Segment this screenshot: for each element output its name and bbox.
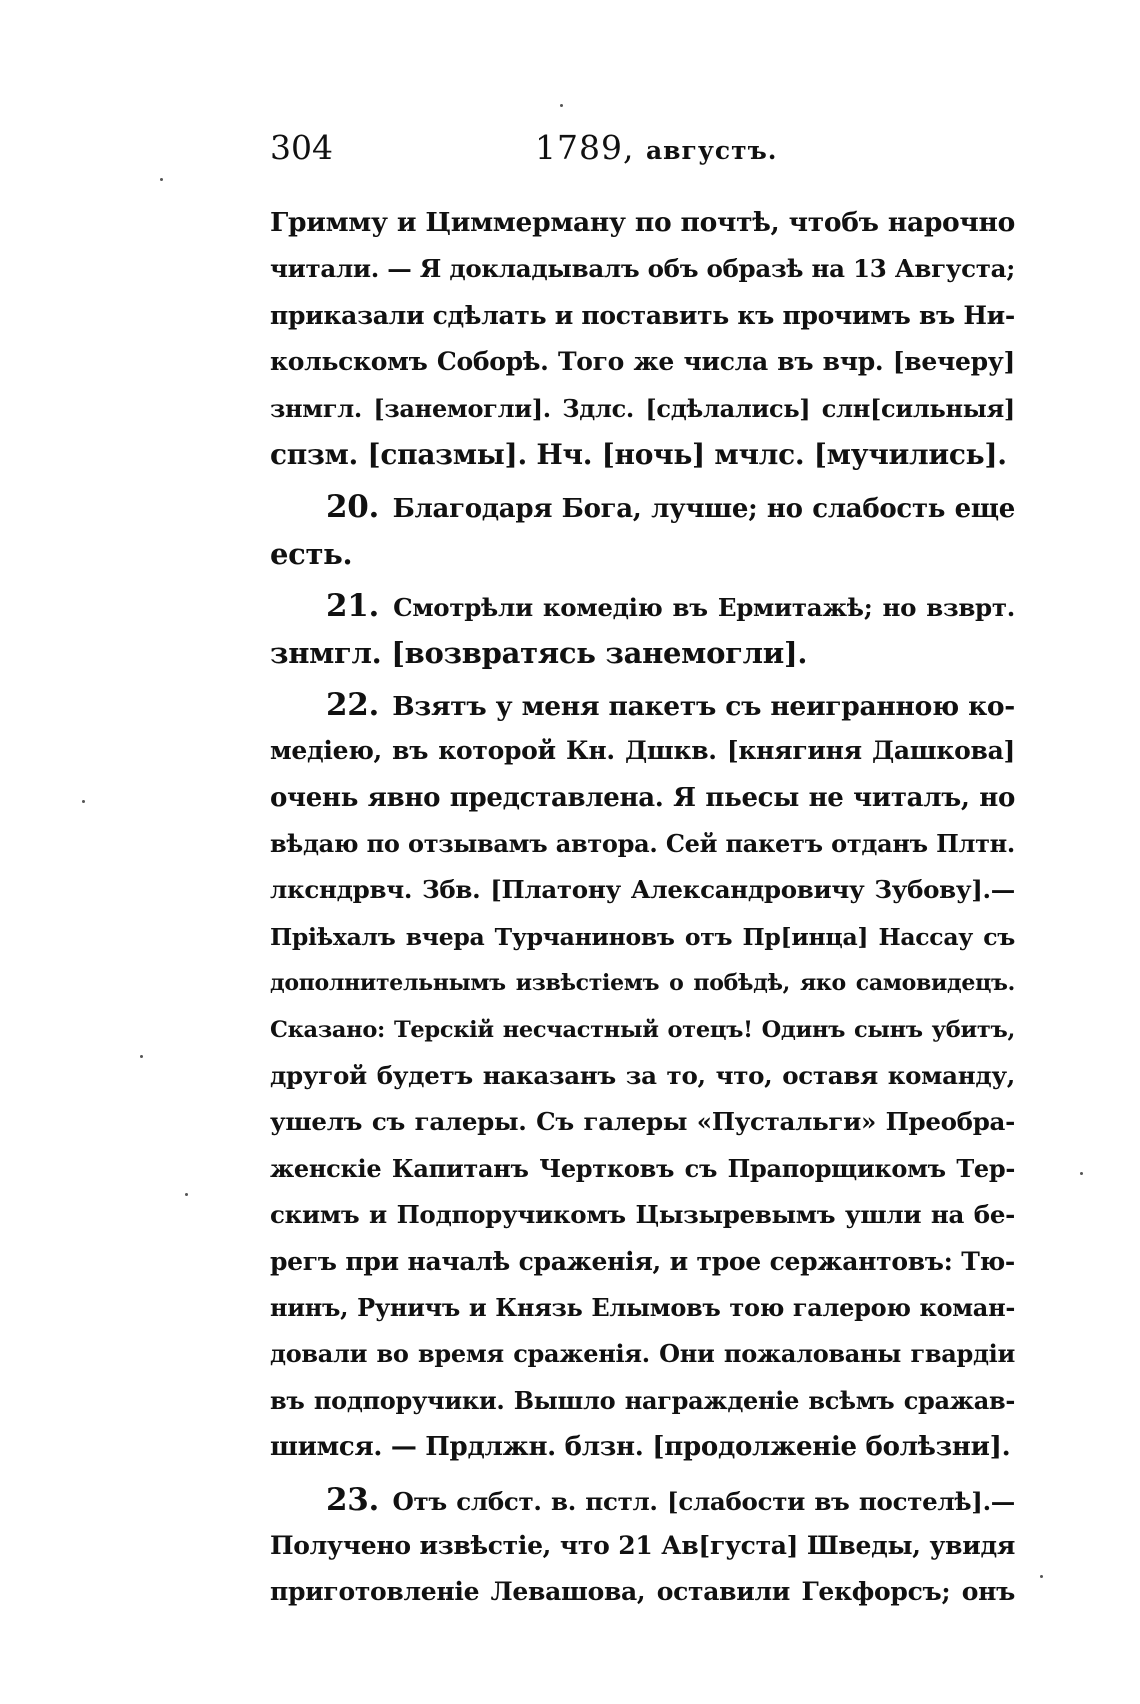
line-text: знмгл. [занемогли]. Здлс. [сдѣлались] слн[сильныя] bbox=[270, 393, 1015, 423]
text-line bbox=[270, 728, 1015, 774]
entry-first-line bbox=[270, 682, 1015, 728]
line-text: скимъ и Подпоручикомъ Цызыревымъ ушли на бе- bbox=[270, 1200, 1015, 1230]
text-line bbox=[270, 775, 1015, 821]
line-text: Взятъ у меня пакетъ съ неигранною ко- bbox=[392, 690, 1015, 722]
text-line bbox=[270, 914, 1015, 960]
page-number: 304 bbox=[270, 128, 333, 167]
text-line bbox=[270, 246, 1015, 292]
line-text: вѣдаю по отзывамъ автора. Сей пакетъ отданъ Плтн. bbox=[270, 829, 1015, 859]
text-line bbox=[270, 1099, 1015, 1145]
text-line bbox=[270, 1285, 1015, 1331]
scan-speck bbox=[185, 1193, 188, 1196]
text-line bbox=[270, 531, 1015, 577]
scan-speck bbox=[1080, 1172, 1083, 1175]
entry-first-line bbox=[270, 583, 1015, 629]
line-text: женскіе Капитанъ Чертковъ съ Прапорщикомъ Тер- bbox=[270, 1153, 1015, 1183]
running-title bbox=[535, 128, 777, 167]
line-text: регъ при началѣ сраженія, и трое сержантовъ: Тю- bbox=[270, 1246, 1015, 1276]
text-line bbox=[270, 960, 1015, 1006]
line-text: знмгл. [возвратясь занемогли]. bbox=[270, 635, 808, 670]
line-text: очень явно представлена. Я пьесы не читалъ, но bbox=[270, 782, 1015, 813]
scan-speck bbox=[560, 104, 563, 107]
scan-speck bbox=[1040, 1575, 1043, 1578]
entry-date-number: 21. bbox=[326, 588, 380, 625]
entry-date-number: 23. bbox=[326, 1481, 380, 1518]
line-text: Получено извѣстіе, что 21 Ав[густа] Шведы, увидя bbox=[270, 1530, 1015, 1560]
line-text: ушелъ съ галеры. Съ галеры «Пустальги» Преобра- bbox=[270, 1107, 1015, 1137]
line-text: шимся. — Прдлжн. блзн. [продолженіе болѣзни]. bbox=[270, 1432, 1011, 1463]
text-line bbox=[270, 1331, 1015, 1377]
line-text: приказали сдѣлать и поставить къ прочимъ въ Ни- bbox=[270, 300, 1015, 330]
text-line bbox=[270, 1053, 1015, 1099]
entry-first-line bbox=[270, 484, 1015, 530]
line-text: Благодаря Бога, лучше; но слабость еще bbox=[392, 494, 1015, 525]
line-text: Сказано: Терскій несчастный отецъ! Одинъ сынъ убитъ, bbox=[270, 1016, 1015, 1043]
line-text: приготовленіе Левашова, оставили Гекфорсъ; онъ bbox=[270, 1577, 1015, 1607]
line-text: лксндрвч. Збв. [Платону Александровичу Зубову].— bbox=[270, 875, 1015, 905]
line-text: Пріѣхалъ вчера Турчаниновъ отъ Пр[инца] Нассау съ bbox=[270, 922, 1015, 951]
text-line bbox=[270, 1424, 1015, 1470]
text-line bbox=[270, 1146, 1015, 1192]
text-line bbox=[270, 432, 1015, 478]
text-line bbox=[270, 1378, 1015, 1424]
text-line bbox=[270, 386, 1015, 432]
line-text: въ подпоручики. Вышло награжденіе всѣмъ сражав- bbox=[270, 1385, 1015, 1415]
entry-date-number: 20. bbox=[326, 489, 380, 526]
scan-speck bbox=[140, 1055, 143, 1058]
entry-date-number: 22. bbox=[326, 686, 380, 723]
body-text bbox=[270, 200, 1015, 1616]
text-line bbox=[270, 1192, 1015, 1238]
line-text: Отъ слбст. в. пстл. [слабости въ постелѣ].— bbox=[392, 1486, 1016, 1516]
entry-first-line bbox=[270, 1477, 1015, 1523]
line-text: Смотрѣли комедію въ Ермитажѣ; но взврт. bbox=[393, 593, 1015, 623]
running-title-month: августъ. bbox=[645, 136, 778, 165]
line-text: дополнительнымъ извѣстіемъ о побѣдѣ, яко самовидецъ. bbox=[270, 970, 1015, 997]
text-line bbox=[270, 200, 1015, 246]
line-text: есть. bbox=[270, 536, 353, 571]
text-line bbox=[270, 293, 1015, 339]
line-text: читали. — Я докладывалъ объ образѣ на 13 Августа; bbox=[270, 254, 1015, 284]
text-line bbox=[270, 1569, 1015, 1615]
line-text: нинъ, Руничъ и Князь Елымовъ тою галерою коман- bbox=[270, 1292, 1015, 1322]
line-text: другой будетъ наказанъ за то, что, оставя команду, bbox=[270, 1061, 1015, 1091]
text-line bbox=[270, 1523, 1015, 1569]
scan-speck bbox=[160, 178, 163, 181]
text-line bbox=[270, 1007, 1015, 1053]
text-line bbox=[270, 821, 1015, 867]
line-text: довали во время сраженія. Они пожалованы гвардіи bbox=[270, 1339, 1015, 1369]
scan-speck bbox=[82, 800, 85, 803]
text-line bbox=[270, 1239, 1015, 1285]
running-head bbox=[270, 128, 1015, 172]
text-line bbox=[270, 867, 1015, 913]
line-text: Гримму и Циммерману по почтѣ, чтобъ нарочно bbox=[270, 207, 1015, 238]
line-text: медіею, въ которой Кн. Дшкв. [княгиня Дашкова] bbox=[270, 736, 1015, 766]
text-line bbox=[270, 339, 1015, 385]
line-text: кольскомъ Соборѣ. Того же числа въ вчр. [вечеру] bbox=[270, 347, 1015, 377]
line-text: спзм. [спазмы]. Нч. [ночь] мчлс. [мучились]. bbox=[270, 437, 1007, 471]
running-title-year: 1789, bbox=[535, 128, 635, 167]
text-line bbox=[270, 630, 1015, 676]
